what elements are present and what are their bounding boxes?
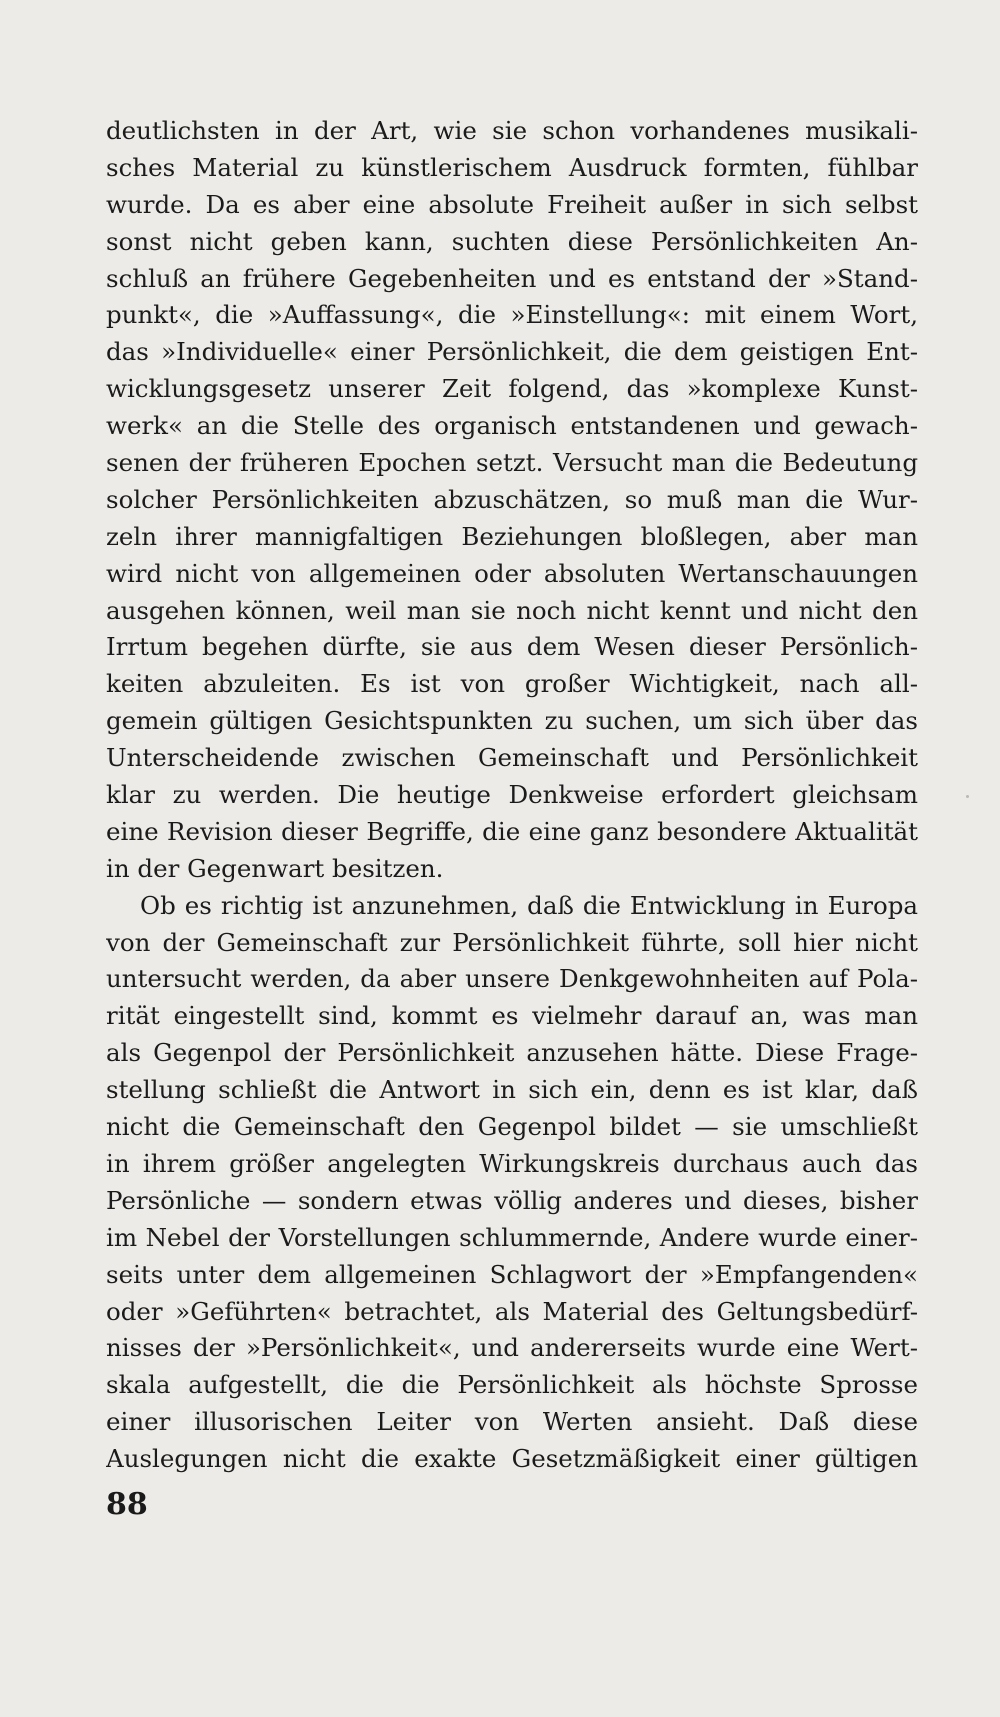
text-line: stellung schließt die Antwort in sich ein, denn es ist klar, daß [106,1075,918,1105]
text-line: rität eingestellt sind, kommt es vielmehr darauf an, was man [106,1001,918,1031]
body-text [106,113,918,1478]
text-line: Auslegungen nicht die exakte Gesetzmäßigkeit einer gültigen [106,1444,918,1474]
paper-speck [966,795,969,798]
page-number: 88 [106,1487,148,1522]
text-line: seits unter dem allgemeinen Schlagwort der »Empfangenden« [106,1259,918,1289]
text-line: sonst nicht geben kann, suchten diese Persönlichkeiten An- [106,226,918,256]
text-line: einer illusorischen Leiter von Werten ansieht. Daß diese [106,1407,918,1437]
text-line: Unterscheidende zwischen Gemeinschaft und Persönlichkeit [106,743,918,773]
text-line: gemein gültigen Gesichtspunkten zu suchen, um sich über das [106,706,918,736]
text-line: deutlichsten in der Art, wie sie schon vorhandenes musikali- [106,116,918,145]
text-line: Irrtum begehen dürfte, sie aus dem Wesen dieser Persönlich- [106,632,918,662]
text-line: keiten abzuleiten. Es ist von großer Wichtigkeit, nach all- [106,669,918,699]
text-line: wird nicht von allgemeinen oder absoluten Wertanschauungen [106,558,918,588]
text-line: oder »Geführten« betrachtet, als Material des Geltungsbedürf- [106,1296,918,1326]
text-line: ausgehen können, weil man sie noch nicht kennt und nicht den [106,595,918,625]
text-line: im Nebel der Vorstellungen schlummernde, Andere wurde einer- [106,1222,918,1252]
text-line: punkt«, die »Auffassung«, die »Einstellung«: mit einem Wort, [106,300,918,330]
text-line: solcher Persönlichkeiten abzuschätzen, so muß man die Wur- [106,484,918,514]
text-line: schluß an frühere Gegebenheiten und es entstand der »Stand- [106,263,918,293]
text-line: skala aufgestellt, die die Persönlichkeit als höchste Sprosse [106,1370,918,1400]
text-line: senen der früheren Epochen setzt. Versucht man die Bedeutung [106,448,918,478]
text-line: untersucht werden, da aber unsere Denkgewohnheiten auf Pola- [106,964,918,994]
text-line: Ob es richtig ist anzunehmen, daß die Entwicklung in Europa [140,890,918,920]
text-line: nisses der »Persönlichkeit«, und andererseits wurde eine Wert- [106,1333,918,1363]
text-line: wicklungsgesetz unserer Zeit folgend, das »komplexe Kunst- [106,374,918,404]
text-line: klar zu werden. Die heutige Denkweise erfordert gleichsam [106,780,918,810]
text-line: von der Gemeinschaft zur Persönlichkeit führte, soll hier nicht [106,927,918,957]
text-line: wurde. Da es aber eine absolute Freiheit außer in sich selbst [106,189,918,219]
text-line: Persönliche — sondern etwas völlig anderes und dieses, bisher [106,1185,918,1215]
text-line: sches Material zu künstlerischem Ausdruck formten, fühlbar [106,152,918,182]
text-line: in der Gegenwart besitzen. [106,853,444,883]
text-line: werk« an die Stelle des organisch entstandenen und gewach- [106,411,918,441]
text-line: zeln ihrer mannigfaltigen Beziehungen bloßlegen, aber man [106,521,918,551]
text-line: das »Individuelle« einer Persönlichkeit, die dem geistigen Ent- [106,337,918,367]
text-line: nicht die Gemeinschaft den Gegenpol bildet — sie umschließt [106,1112,918,1142]
text-line: als Gegenpol der Persönlichkeit anzusehen hätte. Diese Frage- [106,1038,918,1068]
text-line: eine Revision dieser Begriffe, die eine ganz besondere Aktualität [106,816,918,846]
text-line: in ihrem größer angelegten Wirkungskreis durchaus auch das [106,1148,918,1178]
